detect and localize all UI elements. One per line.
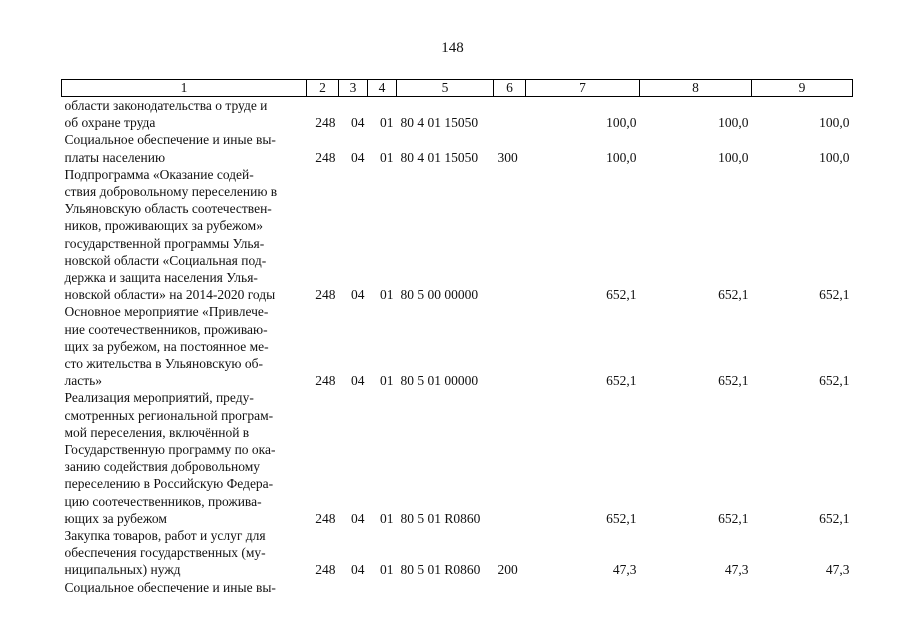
description-line: Государственную программу по ока- [64,442,276,458]
cell-amount-2 [640,579,752,596]
description-line: платы населению [64,149,166,165]
cell-amount-2: 652,1 [718,287,749,303]
cell-amount-2: 100,0 [718,115,749,131]
cell-amount-2: 47,3 [724,562,749,578]
description-line: ствия добровольному переселению в [64,184,278,200]
cell-amount-3: 47,3 [825,562,850,578]
description-line: Социальное обеспечение и иные вы- [64,132,276,148]
description-line: Закупка товаров, работ и услуг для [64,528,266,544]
cell-amount-1: 652,1 [606,373,637,389]
cell-description [62,389,307,527]
cell-amount-2: 652,1 [718,510,749,526]
cell-amount-2: 652,1 [718,373,749,389]
description-line: области законодательства о труде и [64,98,268,113]
description-line: Социальное обеспечение и иные вы- [64,579,276,595]
header-cell: 4 [368,80,397,97]
cell-target-code: 80 5 01 R0860 [400,510,481,526]
table-row [62,97,853,132]
header-cell: 3 [339,80,368,97]
header-cell: 8 [640,80,752,97]
cell-amount-1: 47,3 [612,562,637,578]
cell-ministry-code: 248 [315,287,336,303]
cell-expense-type [494,303,526,389]
cell-section: 04 [351,287,365,303]
cell-amount-1: 100,0 [606,115,637,131]
table-row [62,131,853,165]
cell-amount-3 [752,579,853,596]
cell-section: 04 [351,510,365,526]
description-line: об охране труда [64,115,156,131]
budget-table [61,79,853,596]
table-body [62,97,853,596]
description-line: цию соотечественников, прожива- [64,493,262,509]
description-line: государственной программы Улья- [64,235,265,251]
description-line: занию содействия добровольному [64,459,260,475]
cell-target-code: 80 4 01 15050 [400,149,479,165]
cell-subsection: 01 [380,373,394,389]
cell-target-code [397,579,494,596]
header-cell: 6 [494,80,526,97]
description-line: ющих за рубежом [64,510,167,526]
header-cell: 7 [526,80,640,97]
table-row [62,303,853,389]
cell-description [62,166,307,304]
description-line: переселению в Российскую Федера- [64,476,274,492]
cell-section: 04 [351,373,365,389]
description-line: Основное мероприятие «Привлече- [64,304,269,320]
description-line: мой переселения, включённой в [64,424,250,440]
cell-section [339,579,368,596]
cell-subsection: 01 [380,510,394,526]
cell-subsection [368,579,397,596]
cell-ministry-code: 248 [315,562,336,578]
header-cell: 2 [307,80,339,97]
cell-expense-type [494,579,526,596]
description-line: держка и защита населения Улья- [64,270,258,286]
description-line: Ульяновскую область соотечествен- [64,201,272,217]
cell-ministry-code: 248 [315,149,336,165]
cell-ministry-code: 248 [315,510,336,526]
table-row [62,527,853,579]
table-row [62,389,853,527]
description-line: новской области» на 2014-2020 годы [64,287,276,303]
cell-description [62,97,307,132]
table-header [62,80,853,97]
cell-expense-type [494,389,526,527]
cell-ministry-code: 248 [315,373,336,389]
description-line: обеспечения государственных (му- [64,545,266,561]
table-row [62,166,853,304]
cell-ministry-code: 248 [315,115,336,131]
cell-section: 04 [351,149,365,165]
cell-amount-1 [526,579,640,596]
table-row [62,579,853,596]
description-line: ласть» [64,373,103,389]
cell-amount-3: 652,1 [819,287,850,303]
cell-subsection: 01 [380,287,394,303]
cell-target-code: 80 5 01 00000 [400,373,479,389]
cell-description [62,131,307,165]
header-cell: 9 [752,80,853,97]
description-line: Реализация мероприятий, преду- [64,390,254,406]
description-line: Подпрограмма «Оказание содей- [64,166,254,182]
cell-amount-3: 100,0 [819,149,850,165]
cell-subsection: 01 [380,115,394,131]
cell-expense-type [494,97,526,132]
cell-amount-1: 652,1 [606,510,637,526]
cell-expense-type: 200 [497,562,518,578]
cell-section: 04 [351,115,365,131]
page-number: 148 [441,40,464,56]
description-line: новской области «Социальная под- [64,252,267,268]
cell-description [62,303,307,389]
cell-subsection: 01 [380,149,394,165]
description-line: смотренных региональной програм- [64,407,274,423]
cell-expense-type [494,166,526,304]
cell-section: 04 [351,562,365,578]
cell-amount-3: 652,1 [819,510,850,526]
description-line: ние соотечественников, проживаю- [64,321,268,337]
cell-description [62,527,307,579]
header-cell: 1 [62,80,307,97]
cell-amount-3: 652,1 [819,373,850,389]
cell-amount-1: 100,0 [606,149,637,165]
cell-target-code: 80 5 00 00000 [400,287,479,303]
cell-target-code: 80 5 01 R0860 [400,562,481,578]
cell-amount-2: 100,0 [718,149,749,165]
header-cell: 5 [397,80,494,97]
cell-expense-type: 300 [497,149,518,165]
cell-ministry-code [307,579,339,596]
cell-amount-3: 100,0 [819,115,850,131]
description-line: щих за рубежом, на постоянное ме- [64,338,269,354]
cell-amount-1: 652,1 [606,287,637,303]
header-row [62,80,853,97]
description-line: ников, проживающих за рубежом» [64,218,263,234]
cell-target-code: 80 4 01 15050 [400,115,479,131]
description-line: сто жительства в Ульяновскую об- [64,356,263,372]
cell-description [62,579,307,596]
cell-subsection: 01 [380,562,394,578]
description-line: ниципальных) нужд [64,562,181,578]
